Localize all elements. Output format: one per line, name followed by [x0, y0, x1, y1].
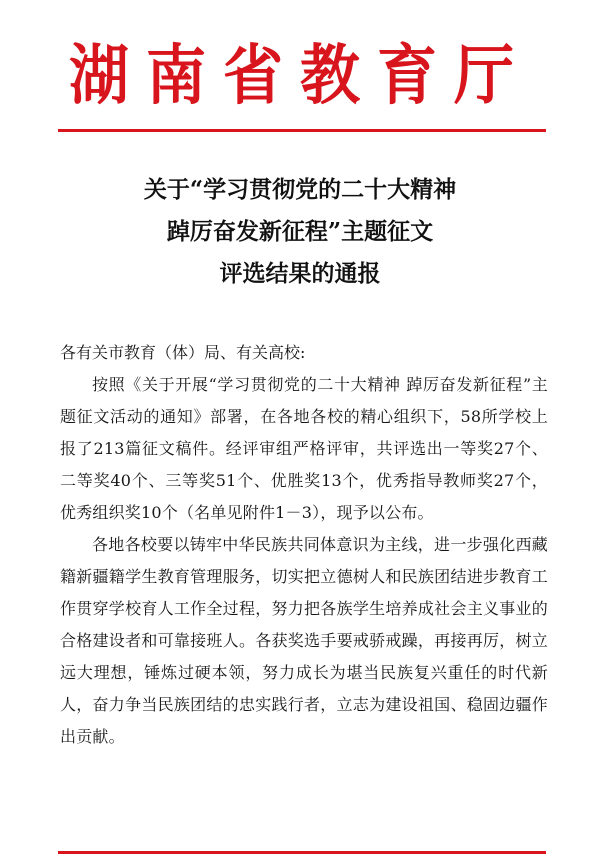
footer-red-rule: [58, 851, 546, 854]
document-title: [0, 169, 600, 295]
letterhead-red-rule: [58, 129, 546, 132]
body-paragraph-2: 各地各校要以铸牢中华民族共同体意识为主线，进一步强化西藏籍新疆籍学生教育管理服务，切实把立德树人和民族团结进步教育工作贯穿学校育人工作全过程，努力把各族学生培养成社会主义事业的合格建设者和可靠接班人。各获奖选手要戒骄戒躁，再接再厉，树立远大理想，锤炼过硬本领，努力成长为堪当民族复兴重任的时代新人，奋力争当民族团结的忠实践行者，立志为建设祖国、稳固边疆作出贡献。: [60, 535, 548, 746]
document-title-line-3: 评选结果的通报: [219, 260, 381, 287]
agency-letterhead-title: 湖南省教育厅: [69, 38, 531, 114]
body-paragraph-1: 按照《关于开展“学习贯彻党的二十大精神 踔厉奋发新征程”主题征文活动的通知》部署，在各地各校的精心组织下，58所学校上报了213篇征文稿件。经评审组严格评审，共评选出一等奖27个、二等奖40个、三等奖51个、优胜奖13个，优秀指导教师奖27个，优秀组织奖10个（名单见附件1－3），现予以公布。: [60, 375, 548, 522]
document-title-line-2: 踔厉奋发新征程”主题征文: [166, 218, 434, 245]
document-body: [60, 337, 548, 753]
salutation: 各有关市教育（体）局、有关高校:: [60, 343, 306, 362]
document-title-line-1: 关于“学习贯彻党的二十大精神: [143, 176, 457, 203]
